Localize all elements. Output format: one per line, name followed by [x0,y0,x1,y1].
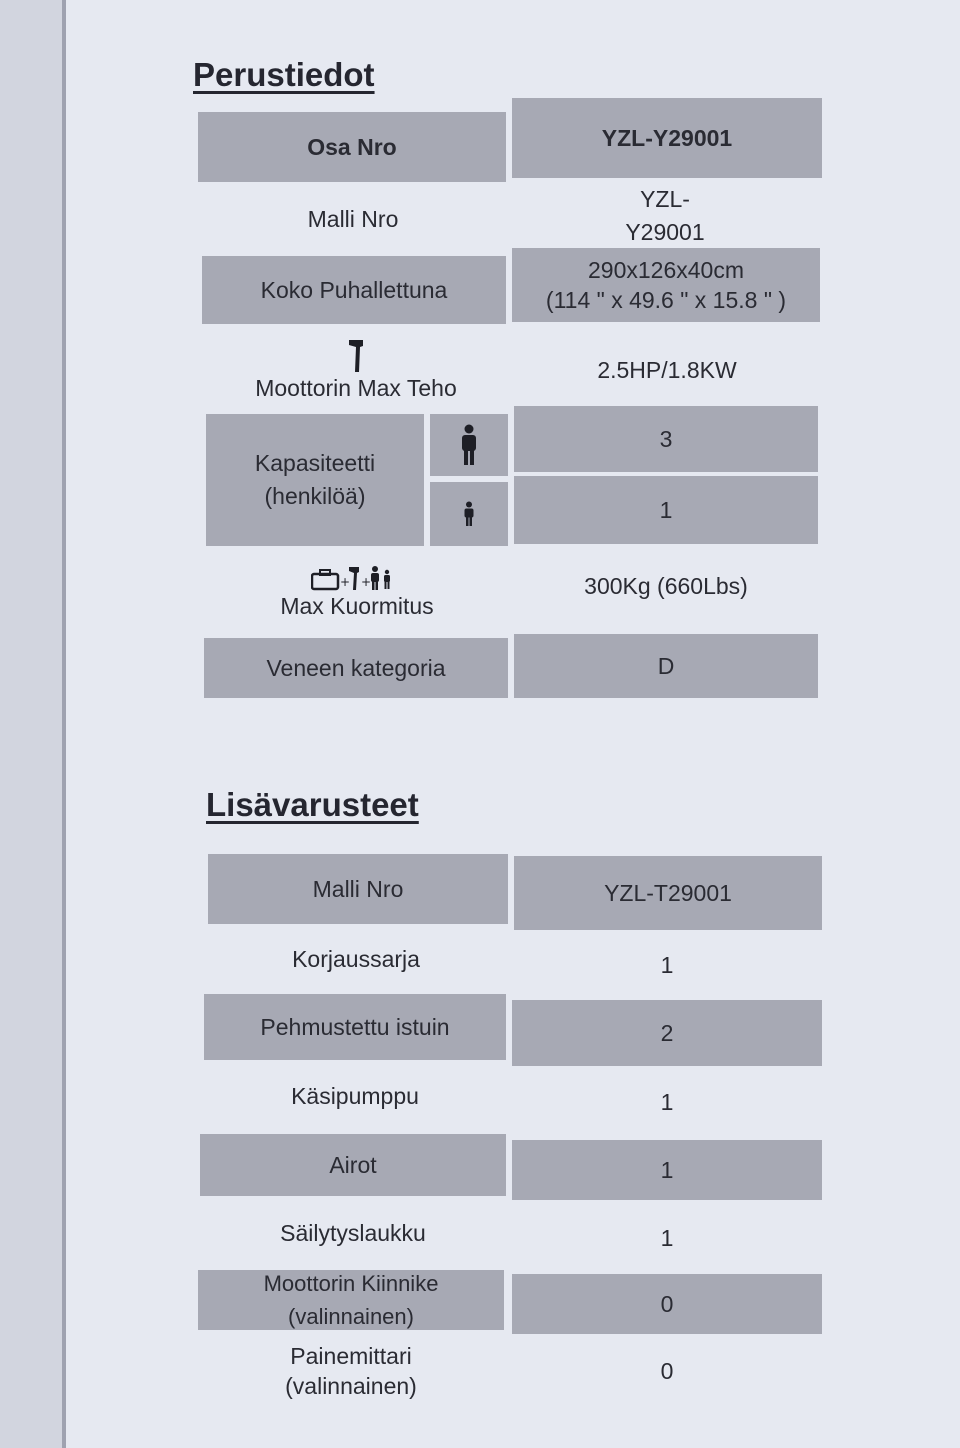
osa-nro-value: YZL-Y29001 [512,98,822,178]
section-title-perustiedot: Perustiedot [193,56,375,93]
moottori-cell [204,328,508,412]
child-person-icon [463,501,475,527]
accessory-value: 0 [512,1274,822,1334]
koko-value-line2: (114 " x 49.6 " x 15.8 " ) [545,287,787,313]
accessory-value: 1 [660,1224,674,1251]
section-title-lisavarusteet: Lisävarusteet [206,786,419,823]
accessory-label: Käsipumppu [291,1082,419,1109]
malli-nro-value [510,180,820,252]
malli-nro-label: Malli Nro [307,205,399,232]
accessory-label: Korjaussarja [292,945,420,972]
kuormitus-label: Max Kuormitus [280,593,434,619]
accessory-value: 1 [512,1140,822,1200]
children-value: 1 [514,476,818,544]
moottori-label: Moottorin Max Teho [255,375,457,401]
child-icon-cell [430,482,508,546]
accessory-value: YZL-T29001 [514,856,822,930]
accessory-label: Moottorin Kiinnike (valinnainen) [198,1270,504,1330]
koko-value-line1: 290x126x40cm [588,257,744,283]
luggage-icon [311,564,403,592]
accessory-label: Malli Nro [208,854,508,924]
motor-icon [347,338,365,374]
koko-label: Koko Puhallettuna [202,256,506,324]
adults-value: 3 [514,406,818,472]
painemittari-label-line1: Painemittari [290,1343,412,1369]
accessory-label: Säilytyslaukku [280,1219,426,1246]
kategoria-label: Veneen kategoria [204,638,508,698]
malli-nro-value-line1: YZL- [640,186,690,212]
kuormitus-value: 300Kg (660Lbs) [584,572,748,599]
kapasiteetti-label: Kapasiteetti (henkilöä) [206,414,424,546]
accessory-value: 1 [660,951,674,978]
accessory-value: 0 [660,1357,674,1384]
accessory-label: Pehmustettu istuin [204,994,506,1060]
adult-icon-cell [430,414,508,476]
koko-value [512,248,820,322]
accessory-value: 2 [512,1000,822,1066]
painemittari-label-line2: (valinnainen) [285,1373,417,1399]
paper-fold-edge [0,0,66,1448]
kuormitus-cell [206,550,508,634]
kategoria-value: D [514,634,818,698]
moottori-value: 2.5HP/1.8KW [597,356,737,383]
malli-nro-value-line2: Y29001 [625,219,705,245]
accessory-label: Airot [200,1134,506,1196]
osa-nro-label: Osa Nro [198,112,506,182]
accessory-label [198,1336,504,1406]
accessory-value: 1 [660,1088,674,1115]
adult-person-icon [460,424,478,466]
svg-text:+: + [361,575,372,589]
svg-text:+: + [340,575,351,589]
